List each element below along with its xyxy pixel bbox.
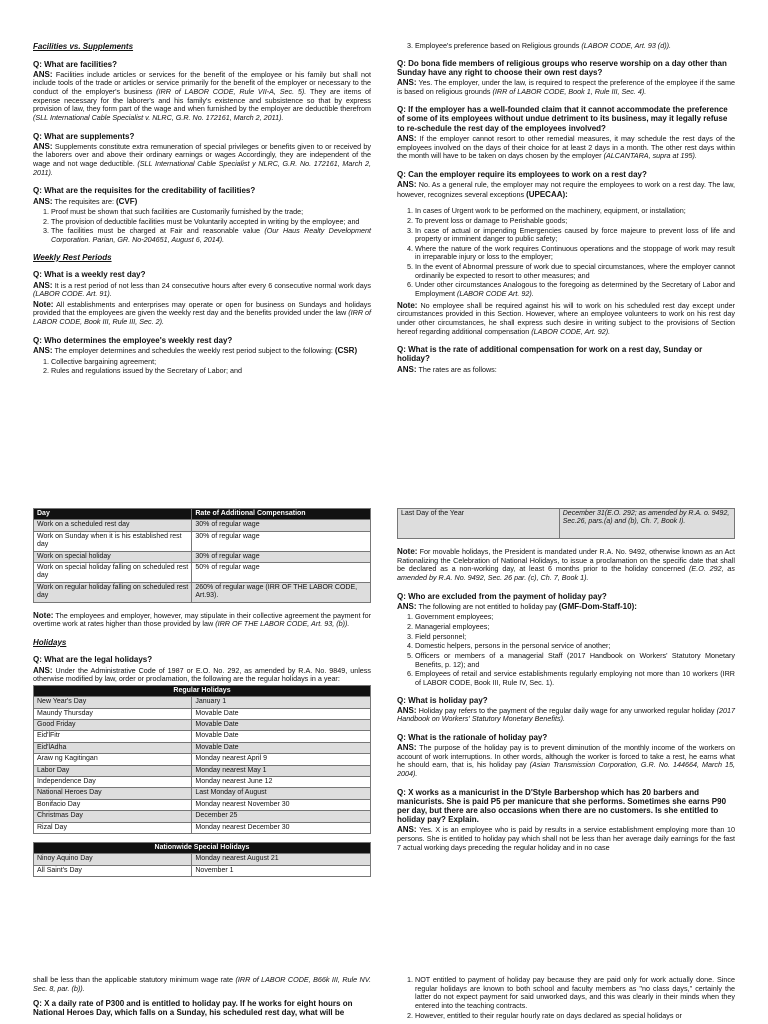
answer-text: Supplements constitute extra remuneration of special privileges or benefits given to or received by the laborers over and above their ordinary earnings or wages Accordingly, they are independent of the wage and not wage deductible. — [33, 141, 371, 169]
table-row: All Saint's Day November 1 — [34, 865, 371, 876]
left-footer — [33, 976, 371, 1019]
question-additional-compensation: Q: What is the rate of additional compensation for work on a rest day, Sunday or holiday? — [397, 345, 703, 364]
list-item: 2. The provision of deductible facilities must be Voluntarily accepted in writing by the employee; and — [51, 218, 371, 227]
note-movable: Note: For movable holidays, the President is mandated under R.A. No. 9492, otherwise known as an Act Rationalizing the Celebration of National Holidays, to issue a proclamation on the specific date that shall be declared as a non-working day, at least 6 months prior to the holiday concerned (E.O. 292, as amended by R.A. No. 9492, Sec. 26 par. (c), Ch. 7, Book 1). — [397, 547, 736, 582]
special-holidays-table — [33, 842, 371, 877]
table-row: Bonifacio Day Monday nearest November 30 — [34, 799, 371, 810]
table-cell: Work on special holiday — [34, 551, 192, 562]
table-cell: 30% of regular wage — [192, 520, 371, 531]
table-row: Ninoy Aquino Day Monday nearest August 21 — [34, 854, 371, 865]
list-item: 1. NOT entitled to payment of holiday pay because they are paid only for work actually done. Since regular holidays are known to both school and faculty members as "no class days," certainly the latter do not expect payment for said unworked days, and this was clearly in their minds when they entered into the teaching contracts. — [415, 976, 735, 1011]
list-item: 2. To prevent loss or damage to Perishable goods; — [415, 217, 735, 226]
ans-label: ANS: — [33, 141, 53, 151]
list-item: 4. Where the nature of the work requires Continuous operations and the stoppage of work may result in irreparable injury or loss to the employer; — [415, 245, 735, 262]
regular-holidays-table — [33, 685, 371, 834]
list-item: 3. In case of actual or impending Emergencies caused by force majeure to prevent loss of life and property or imminent danger to public safety; — [415, 227, 735, 244]
answer-facilities — [33, 70, 371, 123]
table-cell: 50% of regular wage — [192, 562, 371, 582]
question-religious: Q: Do bona fide members of religious groups who reserve worship on a day other than Sunday have any right to choose their own rest days? — [397, 58, 727, 77]
answer-text: They are items of expense necessary for the laborer's and his family's existence and subsistence so that by express provision of law, they form part of the wage and when furnished by the employer are deductible therefrom — [33, 87, 372, 114]
mnemonic: (UPECAA): — [526, 189, 568, 199]
question-heroes-day: Q: X a daily rate of P300 and is entitled to holiday pay. If he works for eight hours on National Heroes Day, which falls on a Sunday, his scheduled rest day, what will be — [33, 999, 353, 1018]
answer-manicurist: ANS: Yes. X is an employee who is paid by results in a service establishment employing more than 10 persons. She is entitled to holiday pay which shall not be less than her average daily earnings for the fast 7 actual working days preceding the regular holiday and in no case — [397, 825, 735, 852]
table-row — [34, 562, 371, 582]
question-facilities: Q: What are facilities? — [33, 59, 118, 69]
mnemonic: (CVF) — [115, 196, 138, 206]
note-label: Note: — [33, 299, 54, 309]
table-row: Independence Day Monday nearest June 12 — [34, 776, 371, 787]
question-work-rest-day: Q: Can the employer require its employees to work on a rest day? — [397, 169, 647, 179]
answer-excluded: ANS: The following are not entitled to holiday pay (GMF-Dom-Staff-10): 1. Government employees; 2. Managerial employees; 3. Field personnel; 4. Domestic helpers, persons in the personal service of another; 5. Officers or members of a managerial Staff (2017 Handbook on Workers' Statutory Monetary Benefits, p. 12); and 6. Employees of retail and service establishments regularly employing not more than 10 workers (IRR of LABOR CODE, Book III, Rule IV, Sec. 1). — [397, 602, 735, 688]
table-cell: 30% of regular wage — [192, 531, 371, 551]
table-header: Nationwide Special Holidays — [34, 842, 371, 853]
table-cell: December 31(E.O. 292; as amended by R.A. o. 9492, Sec.26, pars.(a) and (b), Ch. 7, Book I). — [559, 509, 734, 539]
answer-text: The requisites are: — [54, 196, 114, 206]
right-footer — [397, 976, 735, 1024]
mnemonic: (GMF-Dom-Staff-10): — [558, 601, 637, 611]
ans-label: ANS: — [397, 743, 417, 753]
answer-weekly-rest: ANS: It is a rest period of not less than 24 consecutive hours after every 6 consecutive normal work days (LABOR CODE. Art. 91). — [33, 280, 371, 299]
answer-additional-compensation: ANS: The rates are as follows: — [397, 364, 497, 374]
section-heading-holidays: Holidays — [33, 637, 67, 647]
answer-text: Facilities include articles or services for the benefit of the employee or his family but shall not include tools of the trade or articles or service primarily for the benefit of the employer or necessary to the conduct of the employer's business — [33, 69, 371, 97]
table-row — [34, 520, 371, 531]
note-label: Note: — [397, 547, 418, 556]
answer-work-rest-day: ANS: No. As a general rule, the employer may not require the employees to work on a rest day. The law, however, recognizes several exceptions (UPECAA): 1. In cases of Urgent work to be performed on the machinery, equipment, or installation; 2. To prevent loss or damage to Perishable goods; 3. In case of actual or impending Emergencies caused by force majeure to prevent loss of life and property or imminent danger to public safety; 4. Where the nature of the work requires Continuous operations and the stoppage of work may result in irreparable injury or loss to the employer; 5. In the event of Abnormal pressure of work due to special circumstances, where the employer cannot ordinarily be expected to resort to other measures; and 6. Under other circumstances Analogous to the foregoing as determined by the Secretary of Labor and Employment (LABOR CODE Art. 92). — [397, 180, 735, 299]
table-row: National Heroes Day Last Monday of August — [34, 788, 371, 799]
table-row: Good Friday Movable Date — [34, 720, 371, 731]
ans-label: ANS: — [397, 825, 417, 835]
table-row — [398, 509, 735, 539]
table-cell: Work on regular holiday falling on scheduled rest day — [34, 582, 192, 602]
answer-requisites — [33, 197, 371, 245]
ans-label: ANS: — [397, 705, 417, 715]
csr-list — [51, 358, 371, 376]
table-row: New Year's Day January 1 — [34, 697, 371, 708]
mnemonic: (CSR) — [334, 345, 358, 355]
table-cell: Work on a scheduled rest day — [34, 520, 192, 531]
answer-religious: ANS: Yes. The employer, under the law, is required to respect the preference of the employee if the same is based on religious grounds (IRR of LABOR CODE, Book 1, Rule III, Sec. 4). — [397, 78, 735, 96]
upecaa-list — [415, 207, 735, 298]
list-item: 4. Domestic helpers, persons in the personal service of another; — [415, 642, 735, 651]
answer-refuse-reschedule: ANS: If the employer cannot resort to other remedial measures, it may schedule the rest days of the employees involved on the days of their choice for at least 2 days in a month. The other rest days within the month will have to be taken on days chosen by the employer (ALCANTARA, supra at 195). — [397, 133, 736, 161]
note-label: Note: — [397, 300, 418, 310]
ans-label: ANS: — [33, 280, 53, 290]
table-row — [34, 551, 371, 562]
question-who-determines: Q: Who determines the employee's weekly rest day? — [33, 335, 233, 345]
answer-rationale: ANS: The purpose of the holiday pay is to prevent diminution of the monthly income of the workers on account of work interruptions. In other words, although the worker is forced to take a rest, he earns what he should earn, that is, his holiday pay (Asian Transmission Corporation, G.R. No. 144664, March 15, 2004). — [397, 743, 735, 779]
question-holiday-pay: Q: What is holiday pay? — [397, 695, 488, 705]
list-item: 1. In cases of Urgent work to be performed on the machinery, equipment, or installation; — [415, 207, 735, 216]
excluded-list — [415, 613, 735, 687]
table-cell: Last Day of the Year — [398, 509, 560, 539]
question-rationale: Q: What is the rationale of holiday pay? — [397, 732, 548, 742]
section-heading-weekly: Weekly Rest Periods — [33, 252, 112, 262]
requisites-list — [51, 208, 371, 245]
list-item: 3. Employee's preference based on Religious grounds (LABOR CODE, Art. 93 (d)). — [415, 42, 735, 51]
section-heading-facilities: Facilities vs. Supplements — [33, 42, 134, 51]
note-weekly: Note: All establishments and enterprises may operate or open for business on Sundays and holidays provided that the employees are given the weekly rest day and the benefits provided under the law (IRR of LABOR CODE, Book III, Rule III, Sec. 2). — [33, 299, 372, 327]
table-cell: Work on special holiday falling on scheduled rest day — [34, 562, 192, 582]
table-row — [34, 582, 371, 602]
question-refuse-reschedule: Q: If the employer has a well-founded claim that it cannot accommodate the preference of some of its employees without undue detriment to its business, may it legally refuse to re-schedule the rest day of the employees involved? — [397, 105, 728, 133]
question-supplements: Q: What are supplements? — [33, 131, 135, 141]
question-weekly-rest: Q: What is a weekly rest day? — [33, 270, 146, 280]
citation: (SLL International Cable Specialist v. NLRC, G.R. No. 172161, March 2, 2011). — [33, 112, 284, 122]
question-manicurist: Q: X works as a manicurist in the D'Style Barbershop which has 20 barbers and manicurists. She is paid P5 per manicure that she performs. Sometimes she earns P90 per day, but there are also occasions when there are no customers. Is she entitled to holiday pay? Explain. — [397, 787, 727, 825]
table-row: Labor Day Monday nearest May 1 — [34, 765, 371, 776]
question-legal-holidays: Q: What are the legal holidays? — [33, 655, 153, 665]
list-item: 2. Managerial employees; — [415, 623, 735, 632]
left-column-top — [33, 42, 371, 384]
table-cell: Work on Sunday when it is his established rest day — [34, 531, 192, 551]
table-header: Rate of Additional Compensation — [192, 509, 371, 520]
answer-who-determines: ANS: The employer determines and schedules the weekly rest period subject to the following: (CSR) 1. Collective bargaining agreement; 2. Rules and regulations issued by the Secretary of Labor; and — [33, 346, 371, 376]
question-excluded: Q: Who are excluded from the payment of holiday pay? — [397, 591, 607, 601]
ans-label: ANS: — [397, 179, 417, 189]
ans-label: ANS: — [33, 665, 53, 675]
answer-holiday-pay: ANS: Holiday pay refers to the payment of the regular daily wage for any unworked regular holiday (2017 Handbook on Workers' Statutory Monetary Benefits). — [397, 705, 736, 724]
ans-label: ANS: — [397, 78, 417, 88]
table-cell: 30% of regular wage — [192, 551, 371, 562]
list-item: 2. Rules and regulations issued by the Secretary of Labor; and — [51, 367, 371, 376]
answer-legal-holidays: ANS: Under the Administrative Code of 1987 or E.O. No. 292, as amended by R.A. No. 9849, unless otherwise modified by law, order or proclamation, the following are the regular holidays in a year: — [33, 665, 371, 684]
list-item: 2. However, entitled to their regular hourly rate on days declared as special holidays or — [415, 1012, 735, 1021]
table-header: Regular Holidays — [34, 685, 371, 696]
table-row: Eid'lAdha Movable Date — [34, 742, 371, 753]
rates-table — [33, 508, 371, 603]
table-row: Eid'lFitr Movable Date — [34, 731, 371, 742]
table-row — [34, 531, 371, 551]
right-column-bottom — [397, 508, 735, 861]
citation: (SLL International Cable Specialist y NLRC, G.R. No. 172161, March 2, 2011). — [33, 159, 372, 177]
list-item: 1. Collective bargaining agreement; — [51, 358, 371, 367]
table-cell: 260% of regular wage (IRR OF THE LABOR CODE, Art.93). — [192, 582, 371, 602]
faculty-list — [415, 976, 735, 1020]
last-day-table — [397, 508, 735, 539]
table-row: Araw ng Kagitingan Monday nearest April 9 — [34, 754, 371, 765]
ans-label: ANS: — [33, 69, 53, 79]
table-row: Christmas Day December 25 — [34, 811, 371, 822]
list-item: 6. Under other circumstances Analogous to the foregoing as determined by the Secretary of Labor and Employment (LABOR CODE Art. 92). — [415, 281, 735, 298]
note-overtime: Note: The employees and employer, however, may stipulate in their collective agreement the payment for overtime work at rates higher than those provided by law (IRR OF THE LABOR CODE, Art. 93, (b)). — [33, 610, 371, 629]
citation: (IRR of LABOR CODE, Rule VII-A, Sec. 5). — [156, 87, 307, 97]
list-item: 3. The facilities must be charged at Fair and reasonable value (Our Haus Realty Development Corporation. Parian, GR. No-204651, August 6, 2014). — [51, 227, 371, 244]
ans-label: ANS: — [397, 601, 417, 611]
list-item: 5. Officers or members of a managerial Staff (2017 Handbook on Workers' Statutory Monetary Benefits, p. 12); and — [415, 652, 735, 669]
list-item: 6. Employees of retail and service establishments regularly employing not more than 10 workers (IRR of LABOR CODE, Book III, Rule IV, Sec. 1). — [415, 670, 735, 687]
note-label: Note: — [33, 610, 54, 620]
list-item: 5. In the event of Abnormal pressure of work due to special circumstances, where the employer cannot ordinarily be expected to resort to other measures; and — [415, 263, 735, 280]
answer-supplements — [33, 142, 371, 178]
question-requisites: Q: What are the requisites for the creditability of facilities? — [33, 186, 256, 196]
table-header: Day — [34, 509, 192, 520]
ans-label: ANS: — [397, 364, 417, 374]
table-row: Rizal Day Monday nearest December 30 — [34, 822, 371, 833]
ans-label: ANS: — [33, 196, 53, 206]
right-column-top — [397, 42, 735, 374]
table-row: Maundy Thursday Movable Date — [34, 708, 371, 719]
ans-label: ANS: — [397, 133, 417, 143]
csr-list-continued — [415, 42, 735, 51]
list-item: 1. Government employees; — [415, 613, 735, 622]
list-item: 1. Proof must be shown that such facilities are Customarily furnished by the trade; — [51, 208, 371, 217]
left-column-bottom — [33, 508, 371, 877]
ans-label: ANS: — [33, 345, 53, 355]
list-item: 3. Field personnel; — [415, 633, 735, 642]
continuation-text: shall be less than the applicable statutory minimum wage rate (IRR of LABOR CODE, B66k III, Rule NV. Sec. 8, par. (b)). — [33, 975, 371, 993]
note-volunteer: Note: No employee shall be required against his will to work on his scheduled rest day except under circumstances provided in this Section. However, where an employee volunteers to work on his rest day under other circumstances, he shall express such desire in writing subject to the provisions of Section hereof regarding additional compensation (LABOR CODE, Art. 92). — [397, 300, 736, 336]
